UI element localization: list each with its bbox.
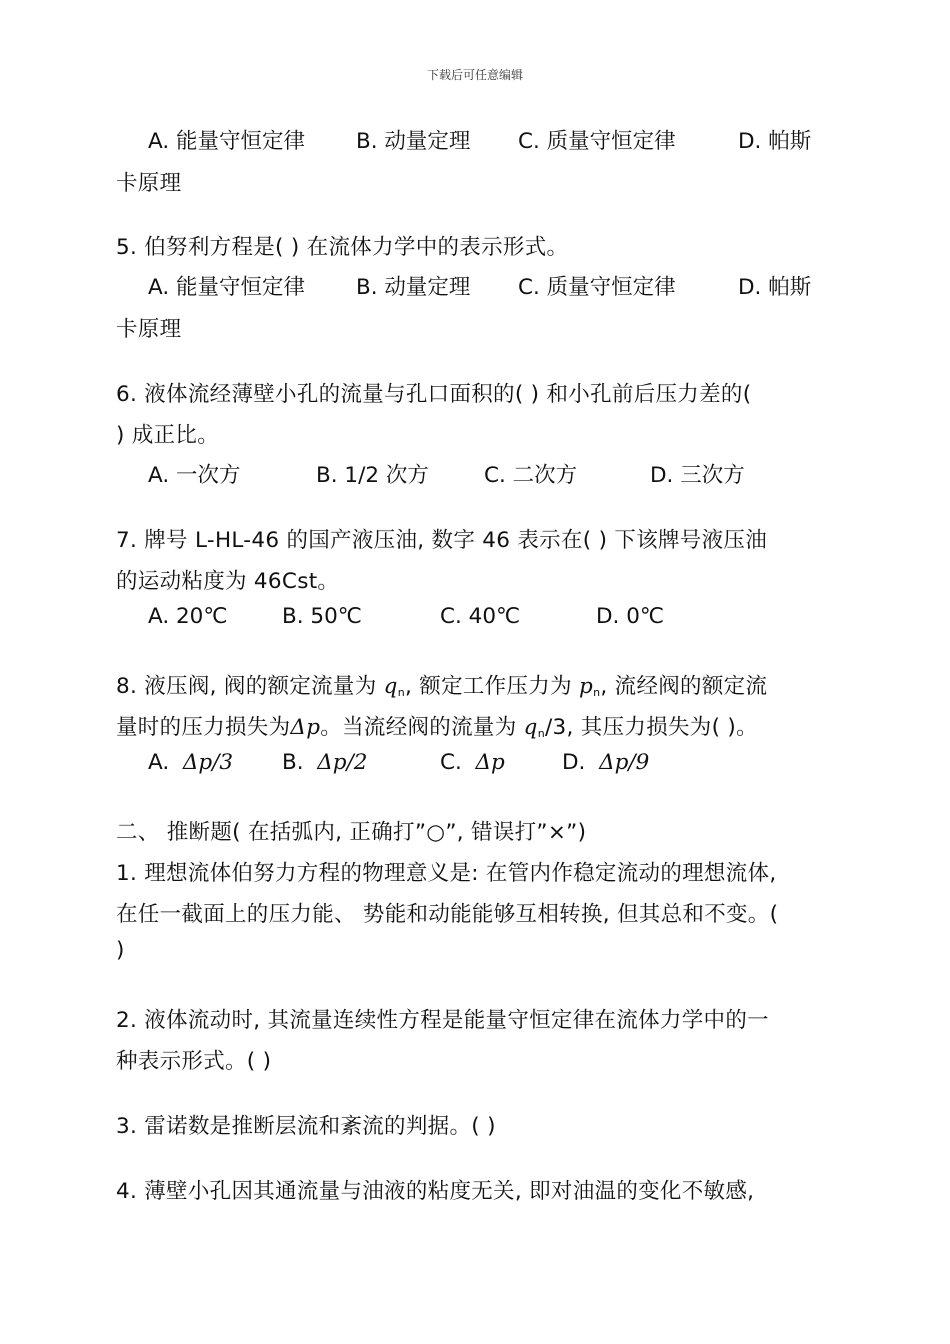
q6-stem-line2: ) 成正比。 (116, 423, 220, 448)
q8-pressure-subscript: n (593, 686, 601, 699)
q5-option-a: A. 能量守恒定律 (148, 275, 305, 300)
q6-option-a: A. 一次方 (148, 463, 241, 488)
q7-stem-line2: 的运动粘度为 46Cst。 (116, 569, 340, 594)
q8-option-d-label: D. (562, 750, 586, 775)
q8-option-a-label: A. (148, 750, 170, 775)
q5-option-d: D. 帕斯 (738, 275, 812, 300)
page-header: 下载后可任意编辑 (426, 68, 523, 82)
q5-option-d-wrap: 卡原理 (116, 317, 182, 342)
q8-option-b-label: B. (282, 750, 304, 775)
q8-pressure-symbol: p (579, 674, 594, 699)
q8-option-b (282, 750, 367, 775)
q4-option-c: C. 质量守恒定律 (518, 129, 676, 154)
q8-option-c-value: Δp (475, 750, 505, 775)
tf-q1-line3: ) (116, 938, 125, 963)
q5-option-b: B. 动量定理 (356, 275, 471, 300)
q8-stem-line1 (116, 669, 767, 700)
q4-option-a: A. 能量守恒定律 (148, 129, 305, 154)
tf-q2-line1: 2. 液体流动时, 其流量连续性方程是能量守恒定律在流体力学中的一 (116, 1008, 769, 1033)
q8-delta-p: Δp (290, 715, 321, 740)
q4-option-b: B. 动量定理 (356, 129, 471, 154)
section2-title: 二、 推断题( 在括弧内, 正确打”○”, 错误打”×”) (116, 820, 587, 845)
q8-flow-symbol-2: q (523, 715, 538, 740)
q8-text-3: , 流经阀的额定流 (600, 674, 768, 699)
q8-text-6: /3, 其压力损失为( )。 (545, 715, 758, 740)
q8-option-c-label: C. (440, 750, 462, 775)
tf-q1-line1: 1. 理想流体伯努力方程的物理意义是: 在管内作稳定流动的理想流体, (116, 861, 777, 886)
q8-option-c (440, 750, 505, 775)
q6-option-d: D. 三次方 (650, 463, 745, 488)
q8-flow-symbol: q (383, 674, 398, 699)
tf-q2-line2: 种表示形式。( ) (116, 1049, 272, 1074)
q8-option-a-value: Δp/3 (182, 750, 234, 775)
q7-stem-line1: 7. 牌号 L-HL-46 的国产液压油, 数字 46 表示在( ) 下该牌号液压油 (116, 528, 767, 553)
tf-q4-line1: 4. 薄壁小孔因其通流量与油液的粘度无关, 即对油温的变化不敏感, (116, 1179, 755, 1204)
q5-option-c: C. 质量守恒定律 (518, 275, 676, 300)
q8-option-d-value: Δp/9 (599, 750, 650, 775)
q8-stem-line2 (116, 710, 758, 741)
q4-option-d: D. 帕斯 (738, 129, 812, 154)
q8-text-4: 量时的压力损失为 (116, 715, 291, 740)
q8-text-1: 8. 液压阀, 阀的额定流量为 (116, 674, 384, 699)
q6-stem-line1: 6. 液体流经薄壁小孔的流量与孔口面积的( ) 和小孔前后压力差的( (116, 382, 752, 407)
tf-q3: 3. 雷诺数是推断层流和紊流的判据。( ) (116, 1114, 496, 1139)
q8-option-b-value: Δp/2 (317, 750, 368, 775)
q7-option-d: D. 0℃ (596, 604, 665, 629)
q4-option-d-wrap: 卡原理 (116, 171, 182, 196)
tf-q1-line2: 在任一截面上的压力能、 势能和动能能够互相转换, 但其总和不变。( (116, 902, 779, 927)
q8-flow-subscript-2: n (537, 727, 545, 740)
q7-option-b: B. 50℃ (282, 604, 362, 629)
q6-option-b: B. 1/2 次方 (316, 463, 429, 488)
q5-stem: 5. 伯努利方程是( ) 在流体力学中的表示形式。 (116, 235, 569, 260)
q8-option-a (148, 750, 233, 775)
q7-option-c: C. 40℃ (440, 604, 521, 629)
q8-flow-subscript: n (397, 686, 406, 699)
q8-option-d (562, 750, 649, 775)
q8-text-5: 。当流经阀的流量为 (320, 715, 524, 740)
q8-text-2: , 额定工作压力为 (405, 674, 580, 699)
q6-option-c: C. 二次方 (484, 463, 578, 488)
q7-option-a: A. 20℃ (148, 604, 228, 629)
